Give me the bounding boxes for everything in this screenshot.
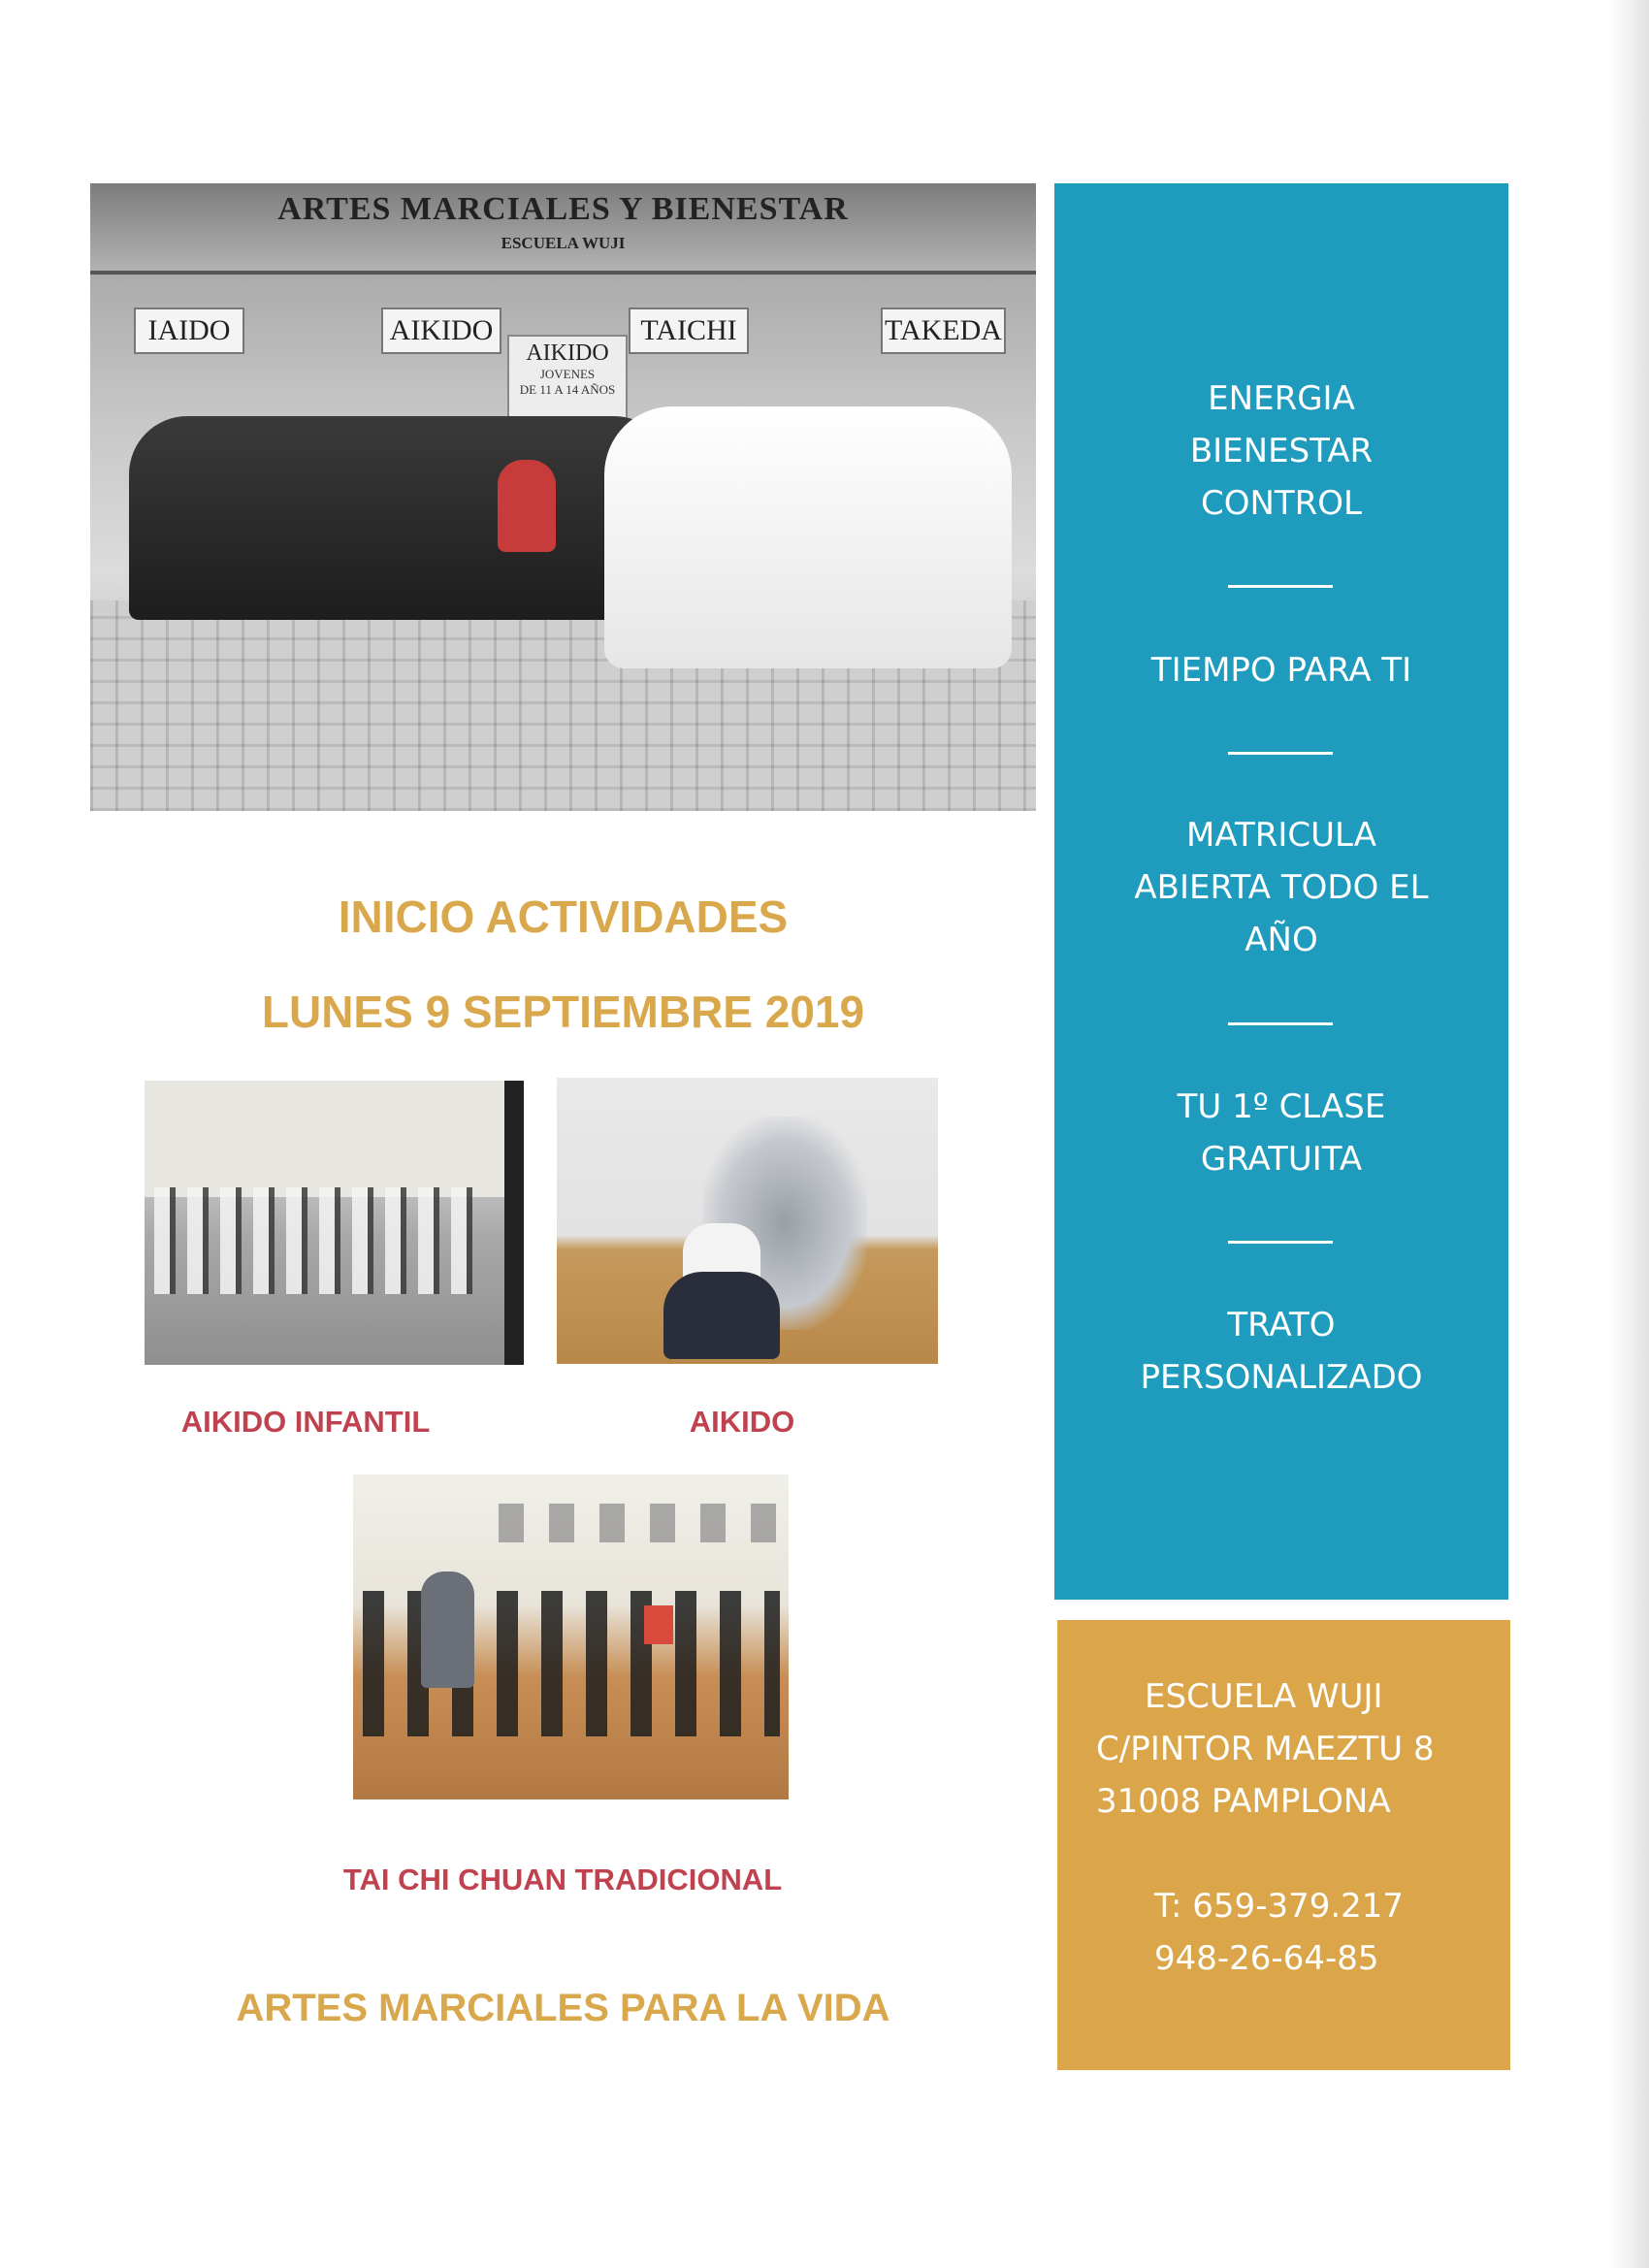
benefit-line: TIEMPO PARA TI — [1150, 651, 1412, 690]
divider — [1228, 752, 1333, 755]
practitioner-red-shirt — [644, 1605, 673, 1644]
benefit-block-tiempo — [1054, 644, 1508, 697]
benefit-line: ABIERTA TODO EL — [1134, 868, 1429, 907]
heading-inicio-actividades: INICIO ACTIVIDADES — [338, 891, 789, 942]
group-people-dark-uniforms — [129, 416, 672, 620]
door-frame — [504, 1081, 524, 1365]
sign-title: ARTES MARCIALES Y BIENESTAR — [277, 191, 849, 227]
divider — [1228, 1241, 1333, 1244]
group-photo — [90, 183, 1036, 811]
contact-panel — [1057, 1620, 1510, 2070]
benefit-line: PERSONALIZADO — [1140, 1358, 1423, 1397]
benefit-line: BIENESTAR — [1189, 432, 1374, 470]
benefit-block-trato — [1054, 1299, 1508, 1404]
building-sign — [90, 183, 1036, 275]
divider — [1228, 1022, 1333, 1025]
wall-pictures — [499, 1504, 780, 1542]
poster-line: DE 11 A 14 AÑOS — [519, 382, 616, 397]
benefit-block-matricula — [1054, 809, 1508, 966]
person-red-jacket — [498, 460, 556, 552]
contact-phone: T: 659-379.217 — [1154, 1887, 1405, 1926]
poster-title: AIKIDO — [526, 340, 609, 366]
heading-fecha-inicio: LUNES 9 SEPTIEMBRE 2019 — [261, 987, 865, 1037]
poster-line: JOVENES — [539, 367, 596, 381]
benefit-line: TRATO — [1227, 1306, 1336, 1345]
instructor — [421, 1571, 474, 1688]
divider — [1228, 585, 1333, 588]
benefit-line: AÑO — [1245, 921, 1318, 959]
panel-iaido: IAIDO — [134, 308, 244, 354]
aikidoka-hakama — [663, 1272, 780, 1359]
contact-school-name: ESCUELA WUJI — [1145, 1677, 1383, 1716]
panel-taichi: TAICHI — [629, 308, 749, 354]
caption-tai-chi: TAI CHI CHUAN TRADICIONAL — [342, 1863, 783, 1896]
sign-subtitle: ESCUELA WUJI — [501, 234, 626, 252]
photo-aikido — [557, 1078, 938, 1364]
benefits-panel — [1054, 183, 1508, 1600]
benefit-line: TU 1º CLASE — [1177, 1087, 1386, 1126]
group-people-white-uniforms — [604, 406, 1012, 668]
dojo-wall — [145, 1081, 524, 1197]
heading-lema: ARTES MARCIALES PARA LA VIDA — [236, 1987, 890, 2029]
caption-aikido: AIKIDO — [689, 1405, 795, 1439]
contact-city: 31008 PAMPLONA — [1096, 1782, 1391, 1821]
panel-takeda: TAKEDA — [881, 308, 1006, 354]
contact-street: C/PINTOR MAEZTU 8 — [1096, 1730, 1435, 1768]
benefit-line: CONTROL — [1200, 484, 1363, 523]
panel-aikido: AIKIDO — [381, 308, 501, 354]
benefit-line: ENERGIA — [1208, 379, 1355, 418]
benefit-line: GRATUITA — [1200, 1140, 1363, 1179]
benefit-block-clase — [1054, 1081, 1508, 1185]
photo-aikido-infantil — [145, 1081, 524, 1365]
photo-tai-chi — [353, 1474, 789, 1799]
benefit-line: MATRICULA — [1186, 816, 1376, 855]
benefit-block-energia — [1054, 373, 1508, 530]
page-edge-shadow — [1610, 0, 1649, 2268]
caption-aikido-infantil: AIKIDO INFANTIL — [180, 1405, 431, 1439]
children-practicing — [154, 1187, 484, 1294]
contact-phone: 948-26-64-85 — [1154, 1939, 1379, 1978]
